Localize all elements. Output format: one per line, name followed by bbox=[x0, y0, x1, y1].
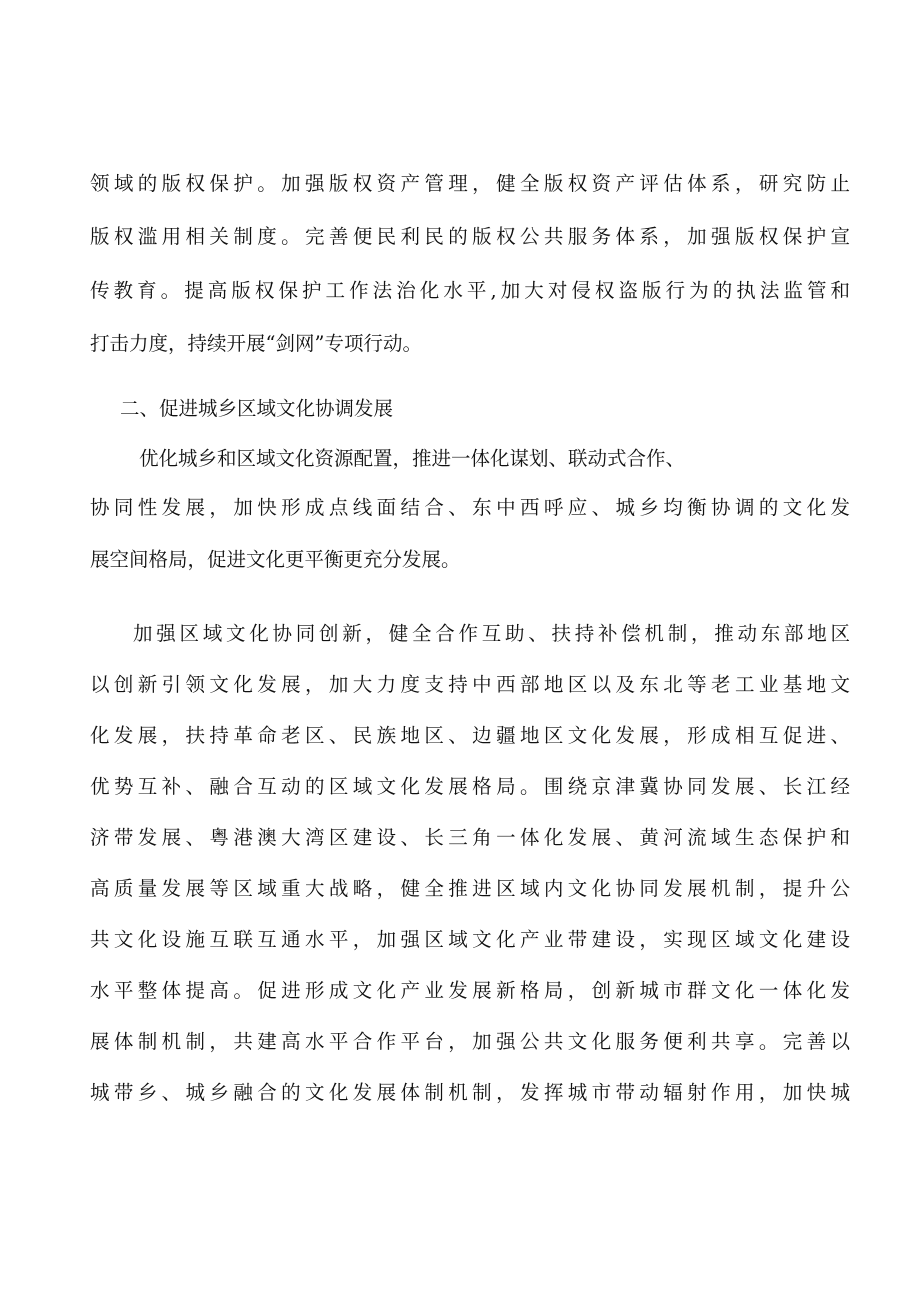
text-line: 展空间格局，促进文化更平衡更充分发展。 bbox=[90, 548, 461, 571]
text-line: 版权滥用相关制度。完善便民利民的版权公共服务体系，加强版权保护宣 bbox=[90, 225, 850, 248]
text-line: 水平整体提高。促进形成文化产业发展新格局，创新城市群文化一体化发 bbox=[90, 979, 850, 1002]
text-line: 化发展，扶持革命老区、民族地区、边疆地区文化发展，形成相互促进、 bbox=[90, 724, 850, 747]
text-line: 城带乡、城乡融合的文化发展体制机制，发挥城市带动辐射作用，加快城 bbox=[90, 1081, 850, 1104]
text-line: 以创新引领文化发展，加大力度支持中西部地区以及东北等老工业基地文 bbox=[90, 673, 850, 696]
text-line: 优势互补、融合互动的区域文化发展格局。围绕京津冀协同发展、长江经 bbox=[90, 775, 850, 798]
text-line: 优化城乡和区域文化资源配置，推进一体化谋划、联动式合作、 bbox=[139, 447, 686, 470]
text-line: 协同性发展，加快形成点线面结合、东中西呼应、城乡均衡协调的文化发 bbox=[90, 496, 850, 519]
text-line: 共文化设施互联互通水平，加强区域文化产业带建设，实现区域文化建设 bbox=[90, 928, 850, 951]
text-line: 传教育。提高版权保护工作法治化水平,加大对侵权盗版行为的执法监管和 bbox=[90, 279, 850, 302]
text-line: 领域的版权保护。加强版权资产管理，健全版权资产评估体系，研究防止 bbox=[90, 172, 850, 195]
section-heading: 二、促进城乡区域文化协调发展 bbox=[120, 397, 394, 420]
text-line: 加强区域文化协同创新，健全合作互助、扶持补偿机制，推动东部地区 bbox=[133, 622, 850, 645]
text-line: 打击力度，持续开展“剑网”专项行动。 bbox=[90, 332, 422, 355]
text-line: 高质量发展等区域重大战略，健全推进区域内文化协同发展机制，提升公 bbox=[90, 877, 850, 900]
text-line: 济带发展、粤港澳大湾区建设、长三角一体化发展、黄河流域生态保护和 bbox=[90, 826, 850, 849]
text-line: 展体制机制，共建高水平合作平台，加强公共文化服务便利共享。完善以 bbox=[90, 1030, 850, 1053]
